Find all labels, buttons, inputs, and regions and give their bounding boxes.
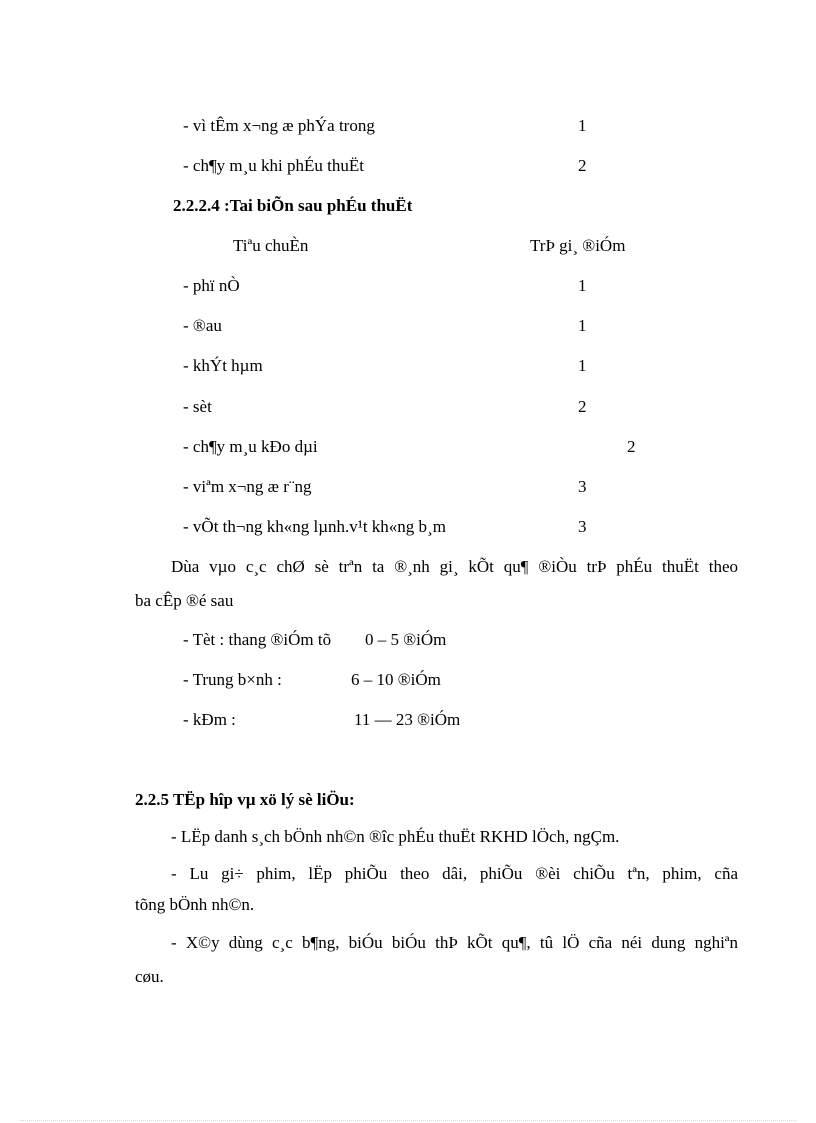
list-item: - phï nÒ [183,276,240,295]
list-item: - ®au [183,316,222,335]
level-range: 0 – 5 ®iÓm [365,630,447,649]
item-score: 3 [578,477,587,496]
item-score: 1 [578,276,587,295]
list-item: - sèt [183,397,212,416]
level-range: 6 – 10 ®iÓm [351,670,441,689]
section-heading: 2.2.5 TËp hîp vµ xö lý sè liÖu: [135,790,355,809]
level-label: - kÐm : [183,710,236,729]
list-item: - vÕt th¬ng kh«ng lµnh.v¹t kh«ng b¸m [183,517,446,536]
item-label: - vì tÊm x¬ng æ phÝa trong [183,116,375,135]
item-label: - ch¶y m¸u khi phÉu thuËt [183,156,364,175]
body-paragraph-line: - Lu gi÷ phim, lËp phiÕu theo dâi, phiÕu ®èi chiÕu tªn, phim, cña [171,864,738,883]
item-score: 1 [578,316,587,335]
item-score: 2 [578,397,587,416]
level-label: - Tèt : thang ®iÓm tõ [183,630,332,649]
list-item [183,116,375,136]
page-bottom-rule [20,1120,796,1121]
column-header-criteria: Tiªu chuÈn [233,236,309,255]
item-score: 1 [578,116,587,135]
list-item: - ch¶y m¸u kÐo dµi [183,437,318,456]
item-score: 2 [627,437,636,456]
list-item: - viªm x¬ng æ r¨ng [183,477,312,496]
level-range: 11 — 23 ®iÓm [354,710,461,729]
evaluation-paragraph-line: Dùa vµo c¸c chØ sè trªn ta ®¸nh gi¸ kÕt qu¶ ®iÒu trÞ phÉu thuËt theo [171,557,738,576]
item-score: 2 [578,156,587,175]
list-item [183,156,364,176]
evaluation-paragraph-line: ba cÊp ®é sau [135,591,234,610]
list-item: - khÝt hµm [183,356,263,375]
item-score: 1 [578,356,587,375]
section-heading: 2.2.2.4 :Tai biÕn sau phÉu thuËt [173,196,413,215]
body-paragraph-line: tõng bÖnh nh©n. [135,895,255,914]
body-paragraph-line: cøu. [135,967,164,986]
body-paragraph-line: - X©y dùng c¸c b¶ng, biÓu biÓu thÞ kÕt qu¶, tû lÖ cña néi dung nghiªn [171,933,738,952]
item-score: 3 [578,517,587,536]
body-paragraph: - LËp danh s¸ch bÖnh nh©n ®îc phÉu thuËt RKHD lÖch, ngÇm. [171,827,620,846]
column-header-score: TrÞ gi¸ ®iÓm [530,236,626,255]
level-label: - Trung b×nh : [183,670,282,689]
